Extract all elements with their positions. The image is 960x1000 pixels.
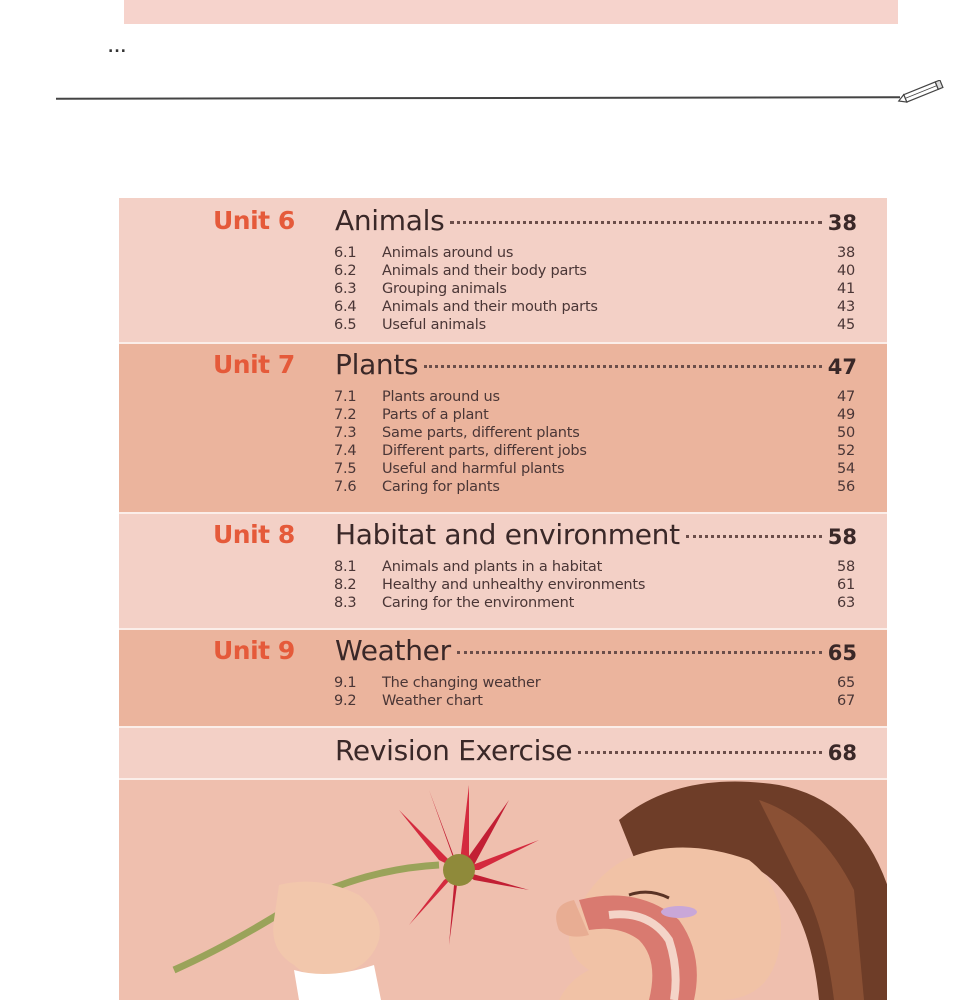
lesson-page-number: 47 [836,389,855,405]
lesson-item [334,316,855,334]
lesson-page-number: 52 [836,443,855,459]
lesson-page-number: 45 [836,317,855,333]
lesson-item [334,558,855,576]
lesson-number: 6.4 [334,299,357,315]
unit-title-row [335,518,857,551]
dot-leader [450,221,821,224]
lesson-number: 7.6 [334,479,357,495]
lesson-list [334,244,855,334]
unit-label: Unit 6 [213,206,295,235]
lesson-item [334,674,855,692]
lesson-title: Animals and their mouth parts [382,299,598,315]
lesson-page-number: 56 [836,479,855,495]
lesson-page-number: 38 [836,245,855,261]
lesson-page-number: 43 [836,299,855,315]
lesson-title: Useful and harmful plants [382,461,565,477]
unit-section-9 [119,630,887,728]
divider-line [56,96,900,99]
lesson-list [334,388,855,496]
lesson-title: Animals and plants in a habitat [382,559,603,575]
revision-page-number: 68 [827,741,857,765]
lesson-number: 8.1 [334,559,357,575]
girl-smelling-flower-illustration [119,780,887,1000]
lesson-number: 7.3 [334,425,357,441]
unit-page-number: 38 [827,211,857,235]
lesson-item [334,442,855,460]
lesson-number: 6.1 [334,245,357,261]
lesson-item [334,244,855,262]
lesson-page-number: 54 [836,461,855,477]
unit-section-7 [119,344,887,514]
unit-title-row [335,634,857,667]
lesson-number: 8.2 [334,577,357,593]
top-banner-strip [124,0,898,24]
lesson-title: Same parts, different plants [382,425,580,441]
dot-leader [457,651,822,654]
dot-leader [578,751,821,754]
unit-title: Plants [335,348,419,381]
contents-page [119,198,887,1000]
unit-title-row [335,348,857,381]
unit-page-number: 47 [827,355,857,379]
lesson-title: Grouping animals [382,281,507,297]
unit-section-6 [119,198,887,344]
revision-title-row [335,734,857,767]
unit-title-row [335,204,857,237]
lesson-page-number: 67 [836,693,855,709]
lesson-title: Useful animals [382,317,486,333]
ellipsis-text: ... [108,40,127,56]
lesson-number: 6.3 [334,281,357,297]
unit-title: Animals [335,204,445,237]
unit-label: Unit 7 [213,350,295,379]
unit-section-8 [119,514,887,630]
lesson-item [334,594,855,612]
dot-leader [424,365,821,368]
lesson-title: Animals around us [382,245,514,261]
lesson-title: Parts of a plant [382,407,489,423]
lesson-item [334,424,855,442]
pencil-icon [896,80,946,104]
lesson-page-number: 49 [836,407,855,423]
lesson-item [334,298,855,316]
lesson-item [334,388,855,406]
unit-title: Habitat and environment [335,518,680,551]
unit-page-number: 58 [827,525,857,549]
lesson-title: Animals and their body parts [382,263,587,279]
lesson-page-number: 61 [836,577,855,593]
lesson-number: 9.1 [334,675,357,691]
revision-section [119,728,887,780]
lesson-page-number: 58 [836,559,855,575]
lesson-page-number: 50 [836,425,855,441]
lesson-title: Healthy and unhealthy environments [382,577,646,593]
revision-title: Revision Exercise [335,734,573,767]
lesson-number: 7.1 [334,389,357,405]
lesson-title: Weather chart [382,693,483,709]
lesson-number: 6.5 [334,317,357,333]
lesson-number: 9.2 [334,693,357,709]
lesson-page-number: 40 [836,263,855,279]
dot-leader [686,535,822,538]
lesson-number: 6.2 [334,263,357,279]
unit-label: Unit 9 [213,636,295,665]
lesson-item [334,262,855,280]
lesson-number: 7.4 [334,443,357,459]
lesson-item [334,576,855,594]
lesson-item [334,406,855,424]
unit-label: Unit 8 [213,520,295,549]
lesson-page-number: 41 [836,281,855,297]
lesson-title: The changing weather [382,675,541,691]
lesson-number: 7.5 [334,461,357,477]
lesson-item [334,460,855,478]
lesson-list [334,674,855,710]
lesson-title: Plants around us [382,389,500,405]
unit-title: Weather [335,634,451,667]
lesson-item [334,478,855,496]
unit-page-number: 65 [827,641,857,665]
lesson-number: 8.3 [334,595,357,611]
lesson-title: Caring for the environment [382,595,575,611]
lesson-page-number: 63 [836,595,855,611]
lesson-page-number: 65 [836,675,855,691]
lesson-title: Different parts, different jobs [382,443,587,459]
lesson-number: 7.2 [334,407,357,423]
lesson-item [334,692,855,710]
lesson-title: Caring for plants [382,479,500,495]
lesson-list [334,558,855,612]
lesson-item [334,280,855,298]
